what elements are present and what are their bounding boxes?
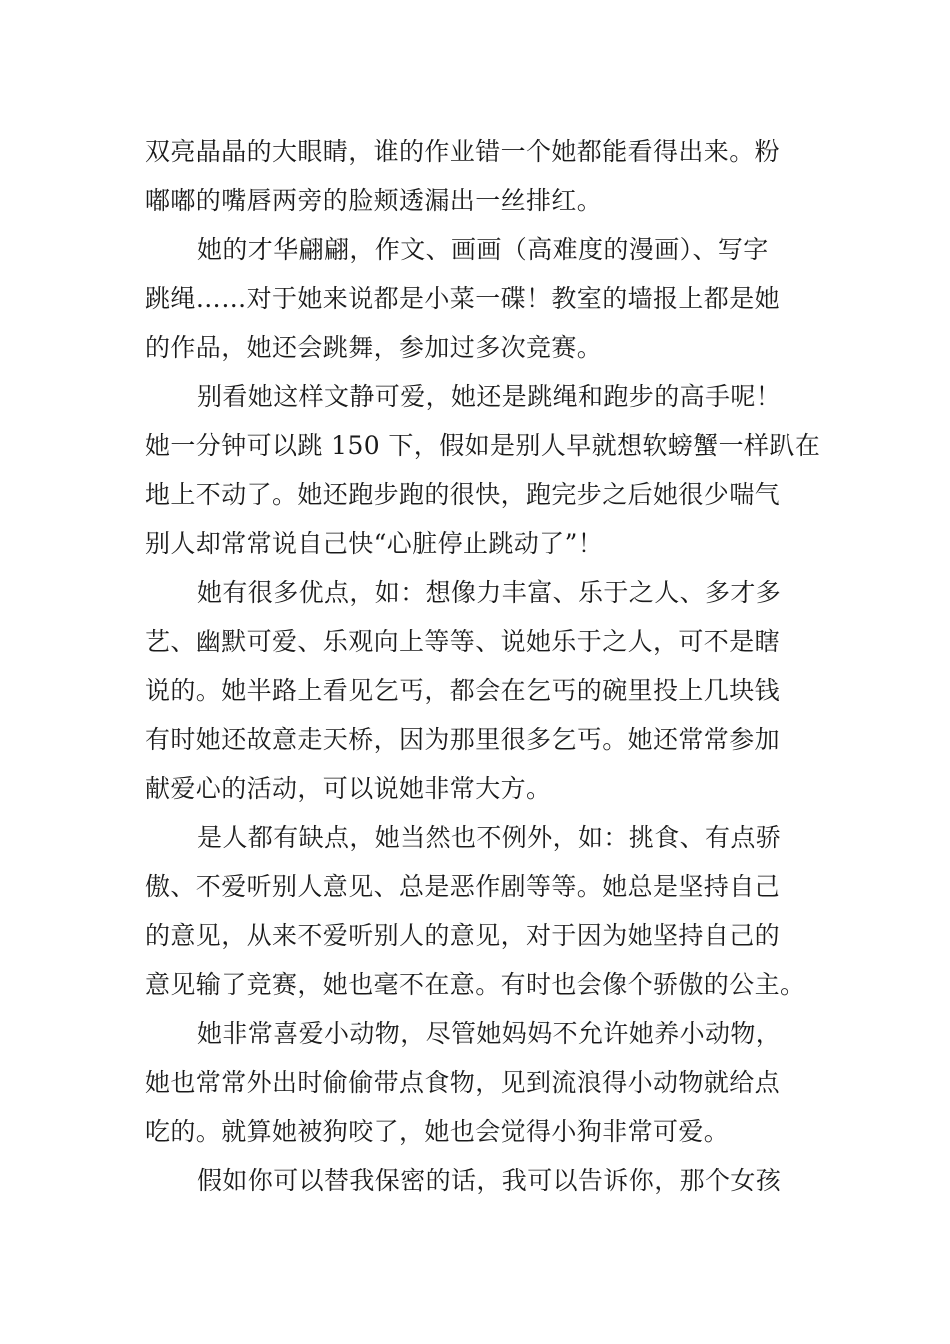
paragraph-3 [145,372,821,568]
text-line: 别人却常常说自己快“心脏停止跳动了”！ [145,529,604,558]
text-line: 傲、不爱听别人意见、总是恶作剧等等。她总是坚持自己 [145,872,781,901]
text-line: 献爱心的活动，可以说她非常大方。 [145,774,552,803]
paragraph-4 [145,568,810,813]
text-line: 艺、幽默可爱、乐观向上等等、说她乐于之人，可不是瞎 [145,627,781,656]
text-line: 她非常喜爱小动物，尽管她妈妈不允许她养小动物， [197,1019,782,1048]
paragraph-7 [145,1156,810,1205]
text-line: 双亮晶晶的大眼睛，谁的作业错一个她都能看得出来。粉 [145,137,781,166]
paragraph-1 [145,127,810,225]
text-line: 别看她这样文静可爱，她还是跳绳和跑步的高手呢！ [197,382,782,411]
paragraph-2 [145,225,810,372]
text-line: 她一分钟可以跳 150 下，假如是别人早就想软螃蟹一样趴在 [145,431,821,460]
paragraph-5 [145,813,810,1009]
text-line: 嘟嘟的嘴唇两旁的脸颊透漏出一丝排红。 [145,186,603,215]
text-line: 她也常常外出时偷偷带点食物，见到流浪得小动物就给点 [145,1068,781,1097]
text-line: 她的才华翩翩，作文、画画（高难度的漫画）、写字 [197,235,769,264]
text-line: 吃的。就算她被狗咬了，她也会觉得小狗非常可爱。 [145,1117,730,1146]
text-line: 意见输了竞赛，她也毫不在意。有时也会像个骄傲的公主。 [145,970,806,999]
text-line: 的意见，从来不爱听别人的意见，对于因为她坚持自己的 [145,921,781,950]
text-line: 有时她还故意走天桥，因为那里很多乞丐。她还常常参加 [145,725,781,754]
text-line: 跳绳……对于她来说都是小菜一碟！教室的墙报上都是她 [145,284,781,313]
text-line: 地上不动了。她还跑步跑的很快，跑完步之后她很少喘气 [145,480,781,509]
text-line: 说的。她半路上看见乞丐，都会在乞丐的碗里投上几块钱 [145,676,781,705]
text-line: 是人都有缺点，她当然也不例外，如：挑食、有点骄 [197,823,782,852]
text-line: 的作品，她还会跳舞，参加过多次竞赛。 [145,333,603,362]
document-body [145,127,821,1205]
paragraph-6 [145,1009,810,1156]
text-line: 她有很多优点，如：想像力丰富、乐于之人、多才多 [197,578,782,607]
text-line: 假如你可以替我保密的话，我可以告诉你，那个女孩 [197,1166,782,1195]
